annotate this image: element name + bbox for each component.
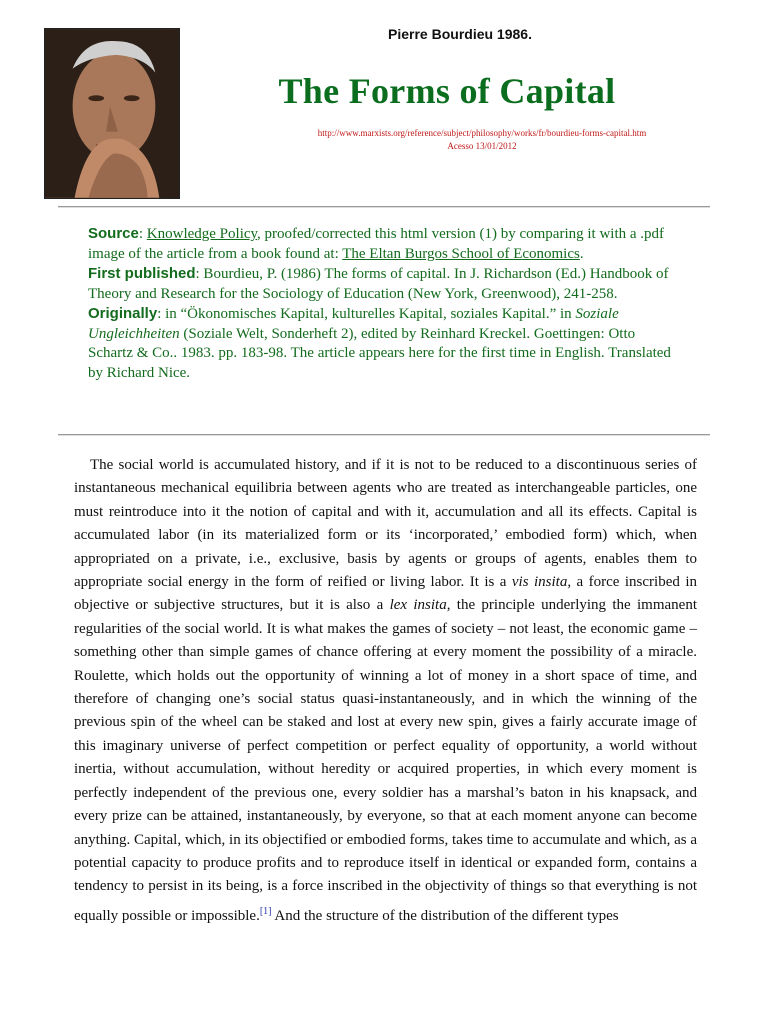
source-label: Source: [88, 225, 139, 242]
knowledge-policy-link[interactable]: Knowledge Policy: [146, 226, 258, 242]
originally-text-2: (Soziale Welt, Sonderheft 2), edited by Reinhard Kreckel. Goettingen: Otto Schartz & Co.. 1983. pp. 183-98. The article appears here for the first time in English. Translated by Richard Nice.: [88, 325, 671, 381]
author-portrait: [44, 28, 180, 199]
originally-italic: Soziale Ungleichheiten: [88, 306, 619, 342]
footnote-1-link[interactable]: [1]: [259, 905, 272, 917]
paragraph-1-part-d: And the structure of the distribution of the different types: [271, 907, 619, 924]
paragraph-1: [74, 454, 697, 928]
source-colon: :: [138, 226, 147, 242]
lex-insita-term: lex insita: [389, 597, 447, 614]
originally-text: : in “Ökonomisches Kapital, kulturelles Kapital, soziales Kapital.” in: [157, 306, 576, 322]
author-heading: Pierre Bourdieu 1986.: [388, 26, 532, 42]
vis-insita-term: vis insita: [511, 574, 568, 591]
body-text: [74, 454, 697, 928]
source-info-box: [88, 224, 678, 383]
paragraph-1-part-a: The social world is accumulated history, and if it is not to be reduced to a discontinuous series of instantaneous mechanical equilibria between agents who are treated as interchangeable particles, one must reintroduce into it the notion of capital and with it, accumulation and all its effects. Capital is accumulated labor (in its materialized form or its ‘incorporated,’ embodied form) which, when appropriated on a private, i.e., exclusive, basis by agents or groups of agents, enables them to appropriate social energy in the form of reified or living labor. It is a: [74, 457, 697, 591]
first-published-text: : Bourdieu, P. (1986) The forms of capital. In J. Richardson (Ed.) Handbook of Theory and Research for the Sociology of Education (New York, Greenwood), 241-258.: [88, 266, 669, 302]
document-title: The Forms of Capital: [278, 71, 616, 111]
first-published-label: First published: [88, 265, 196, 282]
eltan-burgos-link[interactable]: The Eltan Burgos School of Economics: [342, 245, 580, 262]
originally-label: Originally: [88, 305, 158, 322]
divider-bottom: [58, 434, 710, 436]
divider-top: [58, 206, 710, 208]
source-url-block: [262, 127, 702, 153]
paragraph-1-part-b: , a force inscribed in objective or subjective structures, but it is also a: [74, 574, 697, 614]
access-date: Acesso 13/01/2012: [447, 141, 517, 151]
paragraph-1-part-c: , the principle underlying the immanent regularities of the social world. It is what makes the games of society – not least, the economic game – something other than simple games of chance offering at every moment the possibility of a miracle. Roulette, which holds out the opportunity of winning a lot of money in a short space of time, and therefore of changing one’s social status quasi-instantaneously, and in which the winning of the previous spin of the wheel can be staked and lost at every new spin, gives a fairly accurate image of this imaginary universe of perfect competition or perfect equality of opportunity, a world without inertia, without accumulation, without heredity or acquired properties, in which every moment is perfectly independent of the previous one, every soldier has a marshal’s baton in his knapsack, and every prize can be attained, instantaneously, by everyone, so that at each moment anyone can become anything. Capital, which, in its objectified or embodied forms, takes time to accumulate and which, as a potential capacity to produce profits and to reproduce itself in identical or expanded form, contains a tendency to persist in its being, is a force inscribed in the objectivity of things so that everything is not equally possible or impossible.: [74, 597, 698, 924]
source-text: , proofed/corrected this html version (1) by comparing it with a .pdf image of the article from a book found at:: [88, 226, 665, 262]
source-end: .: [579, 245, 584, 262]
source-url[interactable]: http://www.marxists.org/reference/subject/philosophy/works/fr/bourdieu-forms-capital.htm: [317, 128, 647, 138]
